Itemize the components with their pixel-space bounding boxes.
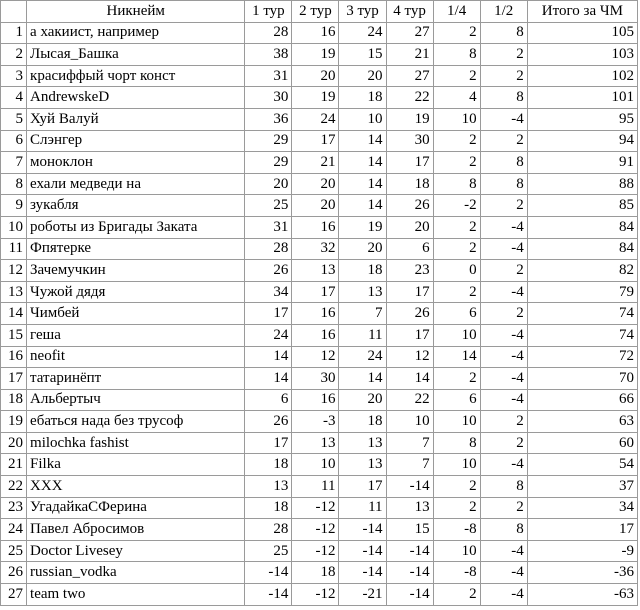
nickname-cell: AndrewskeD <box>27 87 245 109</box>
round-4-cell: 6 <box>386 238 433 260</box>
round-4-cell: 22 <box>386 389 433 411</box>
round-2-cell: 20 <box>292 195 339 217</box>
round-3-cell: 11 <box>339 497 386 519</box>
total-cell: 37 <box>527 476 637 498</box>
rank-cell: 8 <box>1 173 27 195</box>
rank-cell: 13 <box>1 281 27 303</box>
round-1-cell: 25 <box>245 195 292 217</box>
table-row <box>1 454 638 476</box>
quarterfinal-cell: 2 <box>433 368 480 390</box>
round-2-cell: 16 <box>292 22 339 44</box>
round-3-cell: 24 <box>339 346 386 368</box>
rank-cell: 1 <box>1 22 27 44</box>
quarterfinal-cell: 2 <box>433 584 480 606</box>
header-semifinal: 1/2 <box>480 1 527 23</box>
round-1-cell: 34 <box>245 281 292 303</box>
round-3-cell: 20 <box>339 238 386 260</box>
round-3-cell: 14 <box>339 130 386 152</box>
round-4-cell: 14 <box>386 368 433 390</box>
round-3-cell: 14 <box>339 152 386 174</box>
rank-cell: 16 <box>1 346 27 368</box>
quarterfinal-cell: 10 <box>433 411 480 433</box>
round-3-cell: -14 <box>339 540 386 562</box>
rank-cell: 17 <box>1 368 27 390</box>
header-nickname: Никнейм <box>27 1 245 23</box>
total-cell: 85 <box>527 195 637 217</box>
round-1-cell: 14 <box>245 346 292 368</box>
round-3-cell: 20 <box>339 389 386 411</box>
round-3-cell: 7 <box>339 303 386 325</box>
round-4-cell: 17 <box>386 281 433 303</box>
total-cell: 91 <box>527 152 637 174</box>
semifinal-cell: -4 <box>480 324 527 346</box>
quarterfinal-cell: 2 <box>433 22 480 44</box>
total-cell: 94 <box>527 130 637 152</box>
header-round-4: 4 тур <box>386 1 433 23</box>
semifinal-cell: -4 <box>480 238 527 260</box>
table-row <box>1 130 638 152</box>
table-row <box>1 432 638 454</box>
semifinal-cell: 2 <box>480 411 527 433</box>
round-4-cell: 21 <box>386 44 433 66</box>
round-1-cell: 17 <box>245 432 292 454</box>
round-3-cell: 19 <box>339 216 386 238</box>
nickname-cell: russian_vodka <box>27 562 245 584</box>
round-1-cell: 25 <box>245 540 292 562</box>
total-cell: 105 <box>527 22 637 44</box>
nickname-cell: Лысая_Башка <box>27 44 245 66</box>
round-3-cell: 18 <box>339 87 386 109</box>
table-row <box>1 303 638 325</box>
quarterfinal-cell: 10 <box>433 108 480 130</box>
round-3-cell: 20 <box>339 65 386 87</box>
round-4-cell: -14 <box>386 562 433 584</box>
round-3-cell: 14 <box>339 173 386 195</box>
nickname-cell: Фпятерке <box>27 238 245 260</box>
quarterfinal-cell: 4 <box>433 87 480 109</box>
semifinal-cell: 8 <box>480 22 527 44</box>
round-2-cell: 16 <box>292 324 339 346</box>
quarterfinal-cell: 2 <box>433 130 480 152</box>
round-4-cell: 27 <box>386 65 433 87</box>
round-3-cell: 24 <box>339 22 386 44</box>
table-row <box>1 562 638 584</box>
round-3-cell: 18 <box>339 411 386 433</box>
round-4-cell: 19 <box>386 108 433 130</box>
semifinal-cell: -4 <box>480 108 527 130</box>
semifinal-cell: 2 <box>480 497 527 519</box>
round-1-cell: 28 <box>245 519 292 541</box>
rank-cell: 27 <box>1 584 27 606</box>
round-1-cell: 28 <box>245 22 292 44</box>
total-cell: 102 <box>527 65 637 87</box>
quarterfinal-cell: 10 <box>433 454 480 476</box>
total-cell: 103 <box>527 44 637 66</box>
round-3-cell: 13 <box>339 454 386 476</box>
total-cell: -63 <box>527 584 637 606</box>
quarterfinal-cell: 0 <box>433 260 480 282</box>
rank-cell: 25 <box>1 540 27 562</box>
round-3-cell: 11 <box>339 324 386 346</box>
round-1-cell: 26 <box>245 260 292 282</box>
semifinal-cell: 2 <box>480 195 527 217</box>
semifinal-cell: 2 <box>480 130 527 152</box>
rank-cell: 3 <box>1 65 27 87</box>
total-cell: 79 <box>527 281 637 303</box>
round-1-cell: 18 <box>245 497 292 519</box>
quarterfinal-cell: 2 <box>433 281 480 303</box>
quarterfinal-cell: 6 <box>433 389 480 411</box>
rank-cell: 15 <box>1 324 27 346</box>
round-2-cell: 32 <box>292 238 339 260</box>
rank-cell: 24 <box>1 519 27 541</box>
total-cell: 84 <box>527 238 637 260</box>
quarterfinal-cell: 14 <box>433 346 480 368</box>
nickname-cell: геша <box>27 324 245 346</box>
nickname-cell: ебаться нада без трусоф <box>27 411 245 433</box>
round-3-cell: 13 <box>339 281 386 303</box>
round-3-cell: 10 <box>339 108 386 130</box>
quarterfinal-cell: 6 <box>433 303 480 325</box>
nickname-cell: team two <box>27 584 245 606</box>
table-row <box>1 108 638 130</box>
round-4-cell: -14 <box>386 476 433 498</box>
semifinal-cell: -4 <box>480 454 527 476</box>
total-cell: 54 <box>527 454 637 476</box>
round-2-cell: 20 <box>292 173 339 195</box>
total-cell: 84 <box>527 216 637 238</box>
round-2-cell: -12 <box>292 497 339 519</box>
header-round-3: 3 тур <box>339 1 386 23</box>
round-4-cell: 26 <box>386 195 433 217</box>
total-cell: 34 <box>527 497 637 519</box>
semifinal-cell: 2 <box>480 44 527 66</box>
round-1-cell: 30 <box>245 87 292 109</box>
semifinal-cell: -4 <box>480 389 527 411</box>
total-cell: 17 <box>527 519 637 541</box>
table-row <box>1 519 638 541</box>
nickname-cell: Слэнгер <box>27 130 245 152</box>
table-row <box>1 65 638 87</box>
rank-cell: 11 <box>1 238 27 260</box>
total-cell: -36 <box>527 562 637 584</box>
rank-cell: 19 <box>1 411 27 433</box>
round-1-cell: 29 <box>245 130 292 152</box>
round-2-cell: 24 <box>292 108 339 130</box>
semifinal-cell: 8 <box>480 152 527 174</box>
table-row <box>1 260 638 282</box>
header-round-1: 1 тур <box>245 1 292 23</box>
table-row <box>1 173 638 195</box>
rank-cell: 9 <box>1 195 27 217</box>
round-4-cell: 23 <box>386 260 433 282</box>
round-4-cell: 15 <box>386 519 433 541</box>
nickname-cell: моноклон <box>27 152 245 174</box>
quarterfinal-cell: 8 <box>433 44 480 66</box>
total-cell: 70 <box>527 368 637 390</box>
nickname-cell: Чужой дядя <box>27 281 245 303</box>
round-2-cell: 19 <box>292 44 339 66</box>
round-4-cell: 10 <box>386 411 433 433</box>
table-row <box>1 22 638 44</box>
table-row <box>1 540 638 562</box>
quarterfinal-cell: 2 <box>433 497 480 519</box>
round-2-cell: 19 <box>292 87 339 109</box>
total-cell: 72 <box>527 346 637 368</box>
round-3-cell: 13 <box>339 432 386 454</box>
round-2-cell: 11 <box>292 476 339 498</box>
round-2-cell: 13 <box>292 260 339 282</box>
nickname-cell: Альбертыч <box>27 389 245 411</box>
table-row <box>1 324 638 346</box>
round-2-cell: -12 <box>292 540 339 562</box>
semifinal-cell: 8 <box>480 173 527 195</box>
nickname-cell: а хакиист, например <box>27 22 245 44</box>
nickname-cell: татаринёпт <box>27 368 245 390</box>
round-3-cell: 14 <box>339 368 386 390</box>
nickname-cell: Filka <box>27 454 245 476</box>
total-cell: 101 <box>527 87 637 109</box>
round-4-cell: 17 <box>386 324 433 346</box>
round-1-cell: 31 <box>245 216 292 238</box>
round-1-cell: 26 <box>245 411 292 433</box>
round-2-cell: 16 <box>292 303 339 325</box>
nickname-cell: роботы из Бригады Заката <box>27 216 245 238</box>
table-row <box>1 476 638 498</box>
round-3-cell: 17 <box>339 476 386 498</box>
round-1-cell: 14 <box>245 368 292 390</box>
semifinal-cell: 2 <box>480 432 527 454</box>
total-cell: 95 <box>527 108 637 130</box>
table-row <box>1 281 638 303</box>
round-1-cell: 6 <box>245 389 292 411</box>
nickname-cell: milochka fashist <box>27 432 245 454</box>
round-3-cell: -14 <box>339 519 386 541</box>
round-1-cell: 17 <box>245 303 292 325</box>
table-row <box>1 389 638 411</box>
round-4-cell: 18 <box>386 173 433 195</box>
rank-cell: 10 <box>1 216 27 238</box>
round-2-cell: 21 <box>292 152 339 174</box>
round-2-cell: 10 <box>292 454 339 476</box>
header-rank <box>1 1 27 23</box>
round-4-cell: 7 <box>386 432 433 454</box>
table-row <box>1 368 638 390</box>
table-row <box>1 497 638 519</box>
table-row <box>1 44 638 66</box>
round-1-cell: 24 <box>245 324 292 346</box>
round-2-cell: -12 <box>292 519 339 541</box>
semifinal-cell: -4 <box>480 346 527 368</box>
header-round-2: 2 тур <box>292 1 339 23</box>
round-4-cell: 30 <box>386 130 433 152</box>
total-cell: 74 <box>527 303 637 325</box>
semifinal-cell: -4 <box>480 281 527 303</box>
nickname-cell: Хуй Валуй <box>27 108 245 130</box>
round-2-cell: 18 <box>292 562 339 584</box>
rank-cell: 12 <box>1 260 27 282</box>
rank-cell: 14 <box>1 303 27 325</box>
round-1-cell: 28 <box>245 238 292 260</box>
table-body <box>1 22 638 605</box>
round-3-cell: 18 <box>339 260 386 282</box>
quarterfinal-cell: 10 <box>433 324 480 346</box>
table-row <box>1 238 638 260</box>
round-2-cell: 16 <box>292 216 339 238</box>
semifinal-cell: 8 <box>480 87 527 109</box>
rank-cell: 26 <box>1 562 27 584</box>
nickname-cell: Чимбей <box>27 303 245 325</box>
nickname-cell: красиффый чорт конст <box>27 65 245 87</box>
semifinal-cell: 8 <box>480 519 527 541</box>
quarterfinal-cell: 8 <box>433 432 480 454</box>
table-row <box>1 584 638 606</box>
semifinal-cell: 2 <box>480 260 527 282</box>
round-4-cell: 7 <box>386 454 433 476</box>
total-cell: 88 <box>527 173 637 195</box>
nickname-cell: зукабля <box>27 195 245 217</box>
round-1-cell: 20 <box>245 173 292 195</box>
semifinal-cell: 8 <box>480 476 527 498</box>
nickname-cell: ехали медведи на <box>27 173 245 195</box>
table-row <box>1 87 638 109</box>
semifinal-cell: 2 <box>480 65 527 87</box>
round-4-cell: 27 <box>386 22 433 44</box>
round-2-cell: -12 <box>292 584 339 606</box>
semifinal-cell: -4 <box>480 368 527 390</box>
round-4-cell: 17 <box>386 152 433 174</box>
round-2-cell: 16 <box>292 389 339 411</box>
round-4-cell: 22 <box>386 87 433 109</box>
round-4-cell: -14 <box>386 540 433 562</box>
round-1-cell: 29 <box>245 152 292 174</box>
round-4-cell: -14 <box>386 584 433 606</box>
semifinal-cell: 2 <box>480 303 527 325</box>
semifinal-cell: -4 <box>480 562 527 584</box>
quarterfinal-cell: 2 <box>433 216 480 238</box>
round-2-cell: 17 <box>292 130 339 152</box>
rank-cell: 7 <box>1 152 27 174</box>
round-2-cell: 30 <box>292 368 339 390</box>
rank-cell: 6 <box>1 130 27 152</box>
quarterfinal-cell: -8 <box>433 562 480 584</box>
quarterfinal-cell: 8 <box>433 173 480 195</box>
quarterfinal-cell: -8 <box>433 519 480 541</box>
table-row <box>1 411 638 433</box>
round-3-cell: -21 <box>339 584 386 606</box>
quarterfinal-cell: 2 <box>433 238 480 260</box>
rank-cell: 22 <box>1 476 27 498</box>
round-1-cell: 13 <box>245 476 292 498</box>
round-4-cell: 13 <box>386 497 433 519</box>
round-2-cell: 12 <box>292 346 339 368</box>
total-cell: 66 <box>527 389 637 411</box>
header-total: Итого за ЧМ <box>527 1 637 23</box>
nickname-cell: Зачемучкин <box>27 260 245 282</box>
nickname-cell: neofit <box>27 346 245 368</box>
semifinal-cell: -4 <box>480 216 527 238</box>
total-cell: 60 <box>527 432 637 454</box>
round-2-cell: -3 <box>292 411 339 433</box>
round-1-cell: 31 <box>245 65 292 87</box>
table-row <box>1 152 638 174</box>
nickname-cell: Doctor Livesey <box>27 540 245 562</box>
total-cell: -9 <box>527 540 637 562</box>
semifinal-cell: -4 <box>480 584 527 606</box>
rank-cell: 2 <box>1 44 27 66</box>
header-row <box>1 1 638 23</box>
rank-cell: 4 <box>1 87 27 109</box>
round-4-cell: 12 <box>386 346 433 368</box>
round-3-cell: -14 <box>339 562 386 584</box>
table-row <box>1 346 638 368</box>
total-cell: 82 <box>527 260 637 282</box>
total-cell: 74 <box>527 324 637 346</box>
nickname-cell: Павел Абросимов <box>27 519 245 541</box>
rank-cell: 18 <box>1 389 27 411</box>
quarterfinal-cell: 2 <box>433 152 480 174</box>
quarterfinal-cell: -2 <box>433 195 480 217</box>
round-2-cell: 13 <box>292 432 339 454</box>
nickname-cell: XXX <box>27 476 245 498</box>
rank-cell: 21 <box>1 454 27 476</box>
nickname-cell: УгадайкаСФерина <box>27 497 245 519</box>
rank-cell: 5 <box>1 108 27 130</box>
round-1-cell: 36 <box>245 108 292 130</box>
round-3-cell: 15 <box>339 44 386 66</box>
rank-cell: 20 <box>1 432 27 454</box>
semifinal-cell: -4 <box>480 540 527 562</box>
quarterfinal-cell: 2 <box>433 65 480 87</box>
round-4-cell: 26 <box>386 303 433 325</box>
round-1-cell: 18 <box>245 454 292 476</box>
quarterfinal-cell: 2 <box>433 476 480 498</box>
round-4-cell: 20 <box>386 216 433 238</box>
round-1-cell: -14 <box>245 584 292 606</box>
round-2-cell: 20 <box>292 65 339 87</box>
rank-cell: 23 <box>1 497 27 519</box>
table-row <box>1 195 638 217</box>
total-cell: 63 <box>527 411 637 433</box>
round-3-cell: 14 <box>339 195 386 217</box>
round-2-cell: 17 <box>292 281 339 303</box>
round-1-cell: -14 <box>245 562 292 584</box>
round-1-cell: 38 <box>245 44 292 66</box>
header-quarterfinal: 1/4 <box>433 1 480 23</box>
quarterfinal-cell: 10 <box>433 540 480 562</box>
table-row <box>1 216 638 238</box>
